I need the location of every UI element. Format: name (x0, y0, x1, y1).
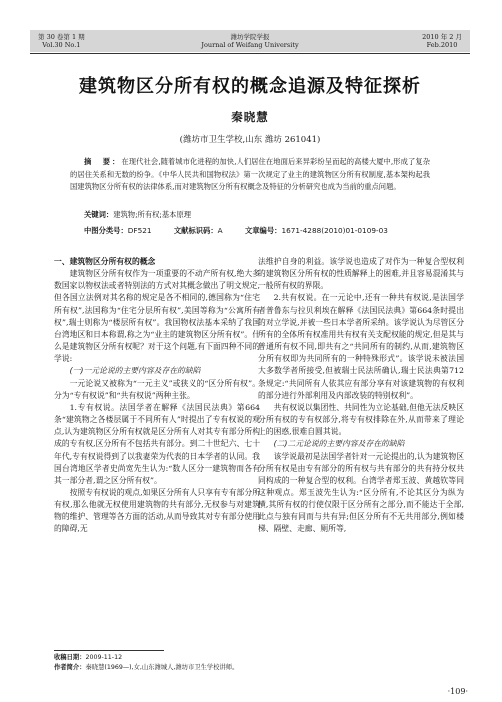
classification-row (84, 226, 444, 236)
abstract-label: 摘 要： (84, 157, 122, 166)
volume-cn: 第 30 卷第 1 期 (38, 33, 85, 41)
journal-name-cn: 潍坊学院学报 (230, 33, 270, 41)
author-bio: 作者简介：秦晓慧(1969—),女,山东潍城人,潍坊市卫生学校讲师。 (54, 663, 239, 671)
issue-date-en: Feb.2010 (426, 41, 458, 49)
abstract (70, 156, 430, 194)
article-author: 秦晓慧 (231, 110, 269, 124)
subsection-heading: (一)一元论说的主要内容及存在的缺陷 (69, 366, 201, 376)
header-divider (30, 53, 470, 54)
running-header (30, 30, 470, 52)
body-column-left (54, 256, 260, 536)
article-title: 建筑物区分所有权的概念追源及特征探析 (79, 76, 421, 97)
body-paragraph: 1.专有权说。法国学者在解释《法国民法典》第664条“建筑物之各楼层属于不同所有人”时提出了专有权说的观点,认为建筑物区分所有权就是区分所有人对其专有部分所构成的专有权,区分所有不包括共有部分。到二十世纪六、七十年代,专有权说得到了以我妻荣为代表的日本学者的认同。我国台湾地区学者史尚宽先生认为:“数人区分一建筑物而各有其一部分者,谓之区分所有权”。 (54, 402, 260, 485)
body-paragraph: 法维护自身的利益。该学说也造成了对作为一种复合型权利的建筑物区分所有权的性质解释上的困难,并且容易混淆其与一般所有权的界限。 (258, 257, 464, 291)
body-paragraph: 按照专有权说的观点,如果区分所有人只享有专有部分所有权,那么他就无权使用建筑物的共有部分,无权参与对建筑物的维护、管理等各方面的活动,从而导致其对专有部分使用的障碍,无 (54, 487, 260, 534)
body-paragraph: 建筑物区分所有权作为一项重要的不动产所有权,绝大多数国家以物权法或者特别法的方式对其概念做出了明文规定,但各国立法例对其名称的规定是各不相同的,德国称为“住宅所有权”,法国称为“住宅分层所有权”,美国等称为“公寓所有权”,瑞士则称为“楼层所有权”。我国物权法基本采纳了我国台湾地区和日本称谓,称之为“业主的建筑物区分所有权”。什么是建筑物区分所有权呢？对于这个问题,有下面四种不同的学说: (54, 269, 260, 364)
keywords-text: 建筑物;所有权;基本原理 (113, 210, 192, 219)
volume-en: Vol.30 No.1 (42, 41, 81, 49)
issue-date (422, 33, 462, 49)
article-number: 文章编号：1671-4288(2010)01-0109-03 (244, 226, 388, 235)
issue-date-cn: 2010 年 2 月 (422, 33, 462, 41)
footnote-divider (54, 650, 164, 651)
page-number: ·109· (447, 687, 468, 696)
document-code: 文献标识码：A (173, 226, 223, 235)
received-date: 收稿日期：2009-11-12 (54, 654, 123, 661)
journal-name (30, 33, 470, 49)
keywords (84, 210, 191, 220)
clc-number: 中图分类号：DF521 (84, 226, 152, 235)
section-heading: 一、建筑物区分所有权的概念 (54, 257, 156, 266)
body-paragraph: 一元论说又被称为“一元主义”或狭义的“区分所有权”。分为“专有权说”和“共有权说”两种主张。 (54, 378, 260, 400)
body-paragraph: 2.共有权说。在一元论中,还有一种共有权说,是法国学者普鲁东与拉贝利埃在解释《法国民法典》第664条时提出的对立学说,并被一些日本学者所采纳。该学说认为尽管区分所有的全体所有权准用共有权有关支配权能的规定,但是其与普通所有权不同,即共有之“共同所有的制约,从而,建筑物区分所有权即为共同所有的一种特殊形式”。该学说未被法国大多数学者所接受,但被瑞士民法所确认,瑞士民法典第712条规定:“共同所有人依其应有部分享有对该建筑物的有权利的部分进行外部利用及内部改装的特别权利”。 (258, 293, 464, 400)
body-paragraph: 共有权说以集团性、共同性为立论基础,但他无法反映区分所有权的专有权部分,将专有权排除在外,从而带来了理论上的困惑,很难自圆其说。 (258, 402, 464, 437)
keywords-label: 关键词： (84, 210, 114, 219)
body-column-right (258, 256, 464, 536)
body-paragraph: 该学说最初是法国学者针对一元论提出的,认为建筑物区分所有权是由专有部分的所有权与共有部分的共有持分权共同构成的一种复合型的权利。台湾学者郑玉波、黄越钦等同这种观点。郑玉波先生认为:“区分所有,不论其区分为纵为横,其所有权的行使仅限于区分所有之部分,而不能达于全部,此点与独有同而与共有异;但区分所有不无共用部分,例如楼梯、隔壁、走廊、厕所等, (258, 451, 464, 534)
subsection-heading: (二)二元论说的主要内容及存在的缺陷 (273, 439, 405, 449)
abstract-text: 在现代社会,随着城市化进程的加快,人们居住在地面后来异彩纷呈而起的高楼大厦中,形成了复杂的居住关系和无数的纷争。《中华人民共和国物权法》第一次规定了业主的建筑物区分所有权制度,基本架构起我国建筑物区分所有权的法律体系,而对建筑物区分所有权概念及特征的分析研究也成为当前的重点问题。 (70, 157, 430, 192)
journal-name-en: Journal of Weifang University (201, 41, 299, 49)
author-affiliation: (潍坊市卫生学校,山东 潍坊 261041) (179, 135, 321, 145)
footnote (54, 653, 354, 672)
